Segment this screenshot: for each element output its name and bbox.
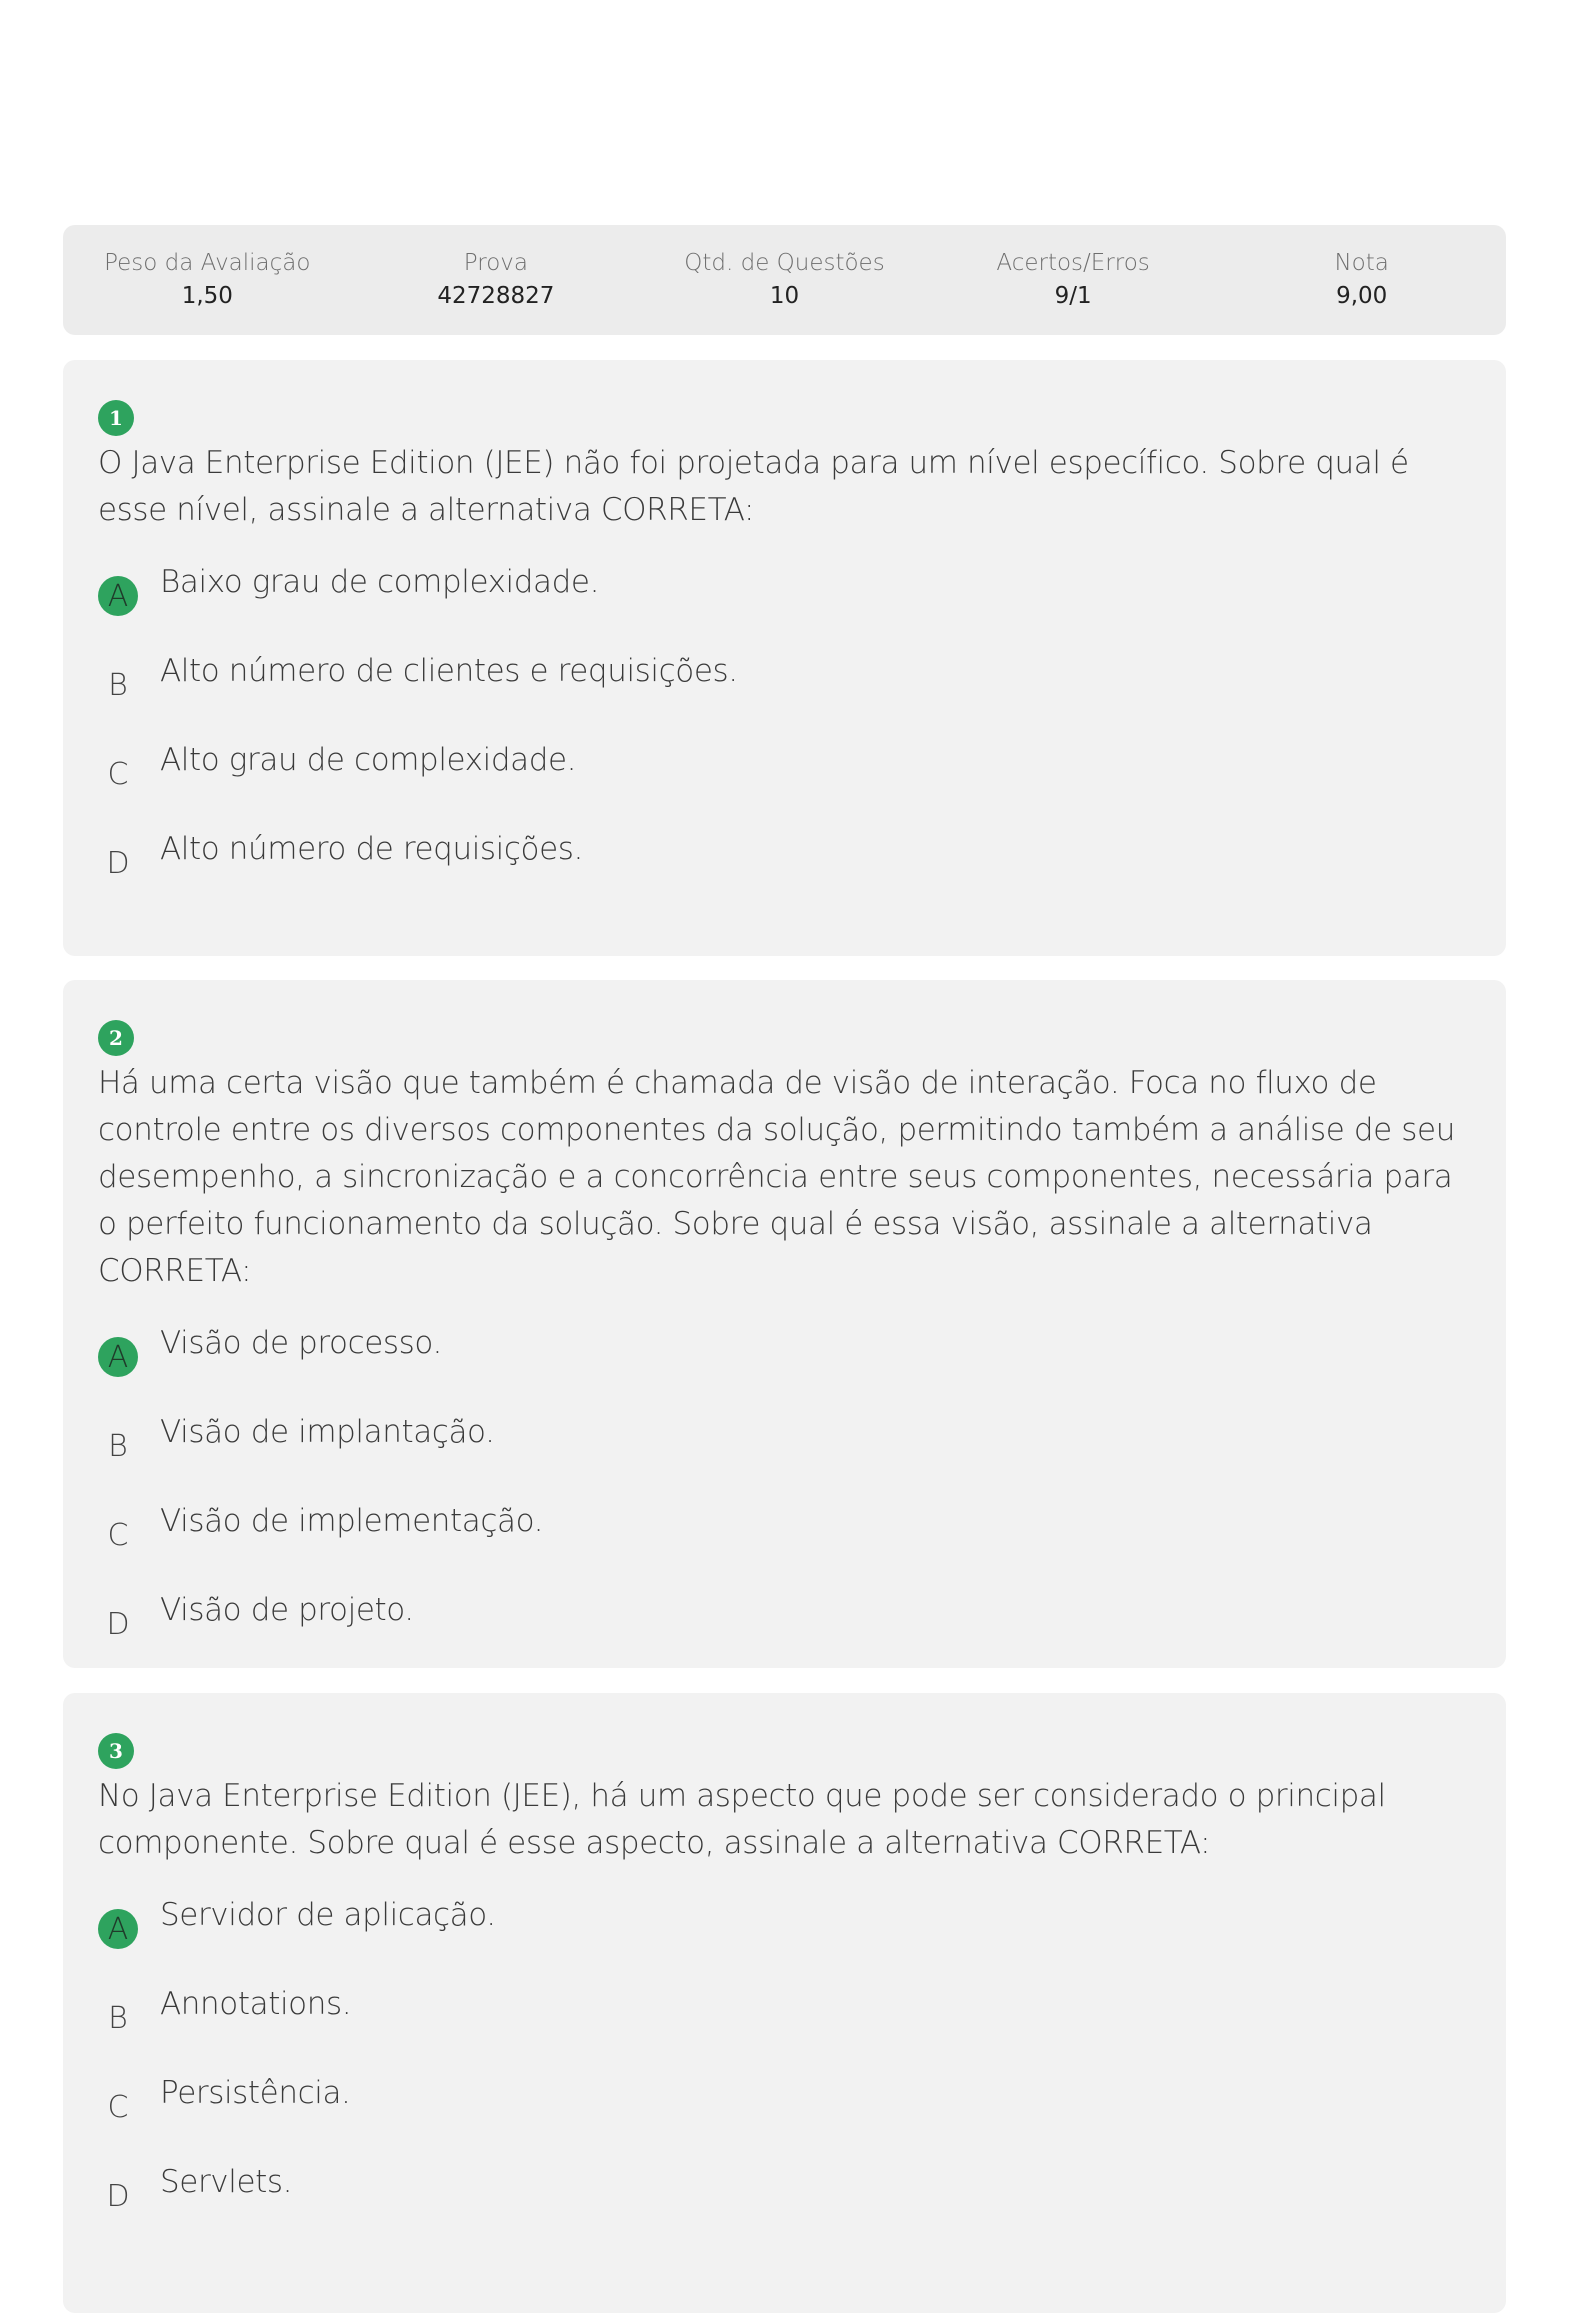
option-a[interactable]: [98, 1895, 1470, 1984]
option-letter: B: [108, 668, 128, 703]
option-d[interactable]: [98, 1590, 1470, 1679]
option-letter: D: [106, 1607, 130, 1642]
option-a[interactable]: [98, 1323, 1470, 1412]
option-text: Baixo grau de complexidade.: [160, 564, 600, 600]
option-text: Visão de implementação.: [160, 1503, 544, 1539]
option-a[interactable]: [98, 562, 1470, 651]
option-text: Visão de implantação.: [160, 1414, 495, 1450]
option-letter: B: [108, 1429, 128, 1464]
option-letter: D: [106, 2179, 130, 2214]
question-text: O Java Enterprise Edition (JEE) não foi projetada para um nível específico. Sobre qual é esse nível, assinale a alternativa CORRETA:: [98, 445, 1409, 528]
option-c[interactable]: [98, 1501, 1470, 1590]
correct-answer-marker: A: [98, 576, 138, 616]
stat-acertos-erros: [929, 247, 1218, 313]
option-text: Servidor de aplicação.: [160, 1897, 496, 1933]
stat-qtd-questoes: [640, 247, 929, 313]
option-text: Persistência.: [160, 2075, 351, 2111]
option-text: Visão de processo.: [160, 1325, 442, 1361]
option-letter: C: [107, 757, 129, 792]
question-number-badge: 1: [98, 400, 134, 436]
stat-nota: [1217, 247, 1506, 313]
question-card-3: [63, 1693, 1506, 2313]
question-card-2: [63, 980, 1506, 1668]
option-letter: B: [108, 2001, 128, 2036]
stat-value: 9/1: [1054, 283, 1092, 309]
answer-options: [98, 1323, 1470, 1679]
option-letter: C: [107, 1518, 129, 1553]
answer-options: [98, 562, 1470, 918]
correct-answer-marker: A: [98, 1337, 138, 1377]
correct-answer-marker: A: [98, 1909, 138, 1949]
option-text: Annotations.: [160, 1986, 352, 2022]
question-number-badge: 3: [98, 1733, 134, 1769]
option-text: Visão de projeto.: [160, 1592, 414, 1628]
option-c[interactable]: [98, 2073, 1470, 2162]
stat-peso: [63, 247, 352, 313]
question-text: Há uma certa visão que também é chamada de visão de interação. Foca no fluxo de controle entre os diversos componentes da solução, permitindo também a análise de seu desempenho, a sincronização e a concorrência entre seus componentes, necessária para o perfeito funcionamento da solução. Sobre qual é essa visão, assinale a alternativa CORRETA:: [98, 1065, 1455, 1289]
stat-prova: [352, 247, 641, 313]
option-text: Alto número de clientes e requisições.: [160, 653, 738, 689]
option-text: Alto número de requisições.: [160, 831, 583, 867]
answer-options: [98, 1895, 1470, 2251]
stat-label: Peso da Avaliação: [104, 250, 311, 276]
stat-value: 10: [769, 283, 800, 309]
option-d[interactable]: [98, 2162, 1470, 2251]
stat-value: 9,00: [1336, 283, 1388, 309]
stat-value: 1,50: [181, 283, 233, 309]
option-text: Servlets.: [160, 2164, 293, 2200]
option-b[interactable]: [98, 1412, 1470, 1501]
stat-label: Qtd. de Questões: [684, 250, 885, 276]
evaluation-summary: [63, 225, 1506, 335]
option-text: Alto grau de complexidade.: [160, 742, 577, 778]
stat-label: Acertos/Erros: [996, 250, 1150, 276]
option-d[interactable]: [98, 829, 1470, 918]
question-number-badge: 2: [98, 1020, 134, 1056]
option-letter: D: [106, 846, 130, 881]
stat-value: 42728827: [437, 283, 555, 309]
option-c[interactable]: [98, 740, 1470, 829]
stat-label: Prova: [463, 250, 528, 276]
option-b[interactable]: [98, 1984, 1470, 2073]
question-card-1: [63, 360, 1506, 956]
option-letter: C: [107, 2090, 129, 2125]
option-b[interactable]: [98, 651, 1470, 740]
question-text: No Java Enterprise Edition (JEE), há um aspecto que pode ser considerado o principal componente. Sobre qual é esse aspecto, assinale a alternativa CORRETA:: [98, 1778, 1386, 1861]
stat-label: Nota: [1334, 250, 1389, 276]
